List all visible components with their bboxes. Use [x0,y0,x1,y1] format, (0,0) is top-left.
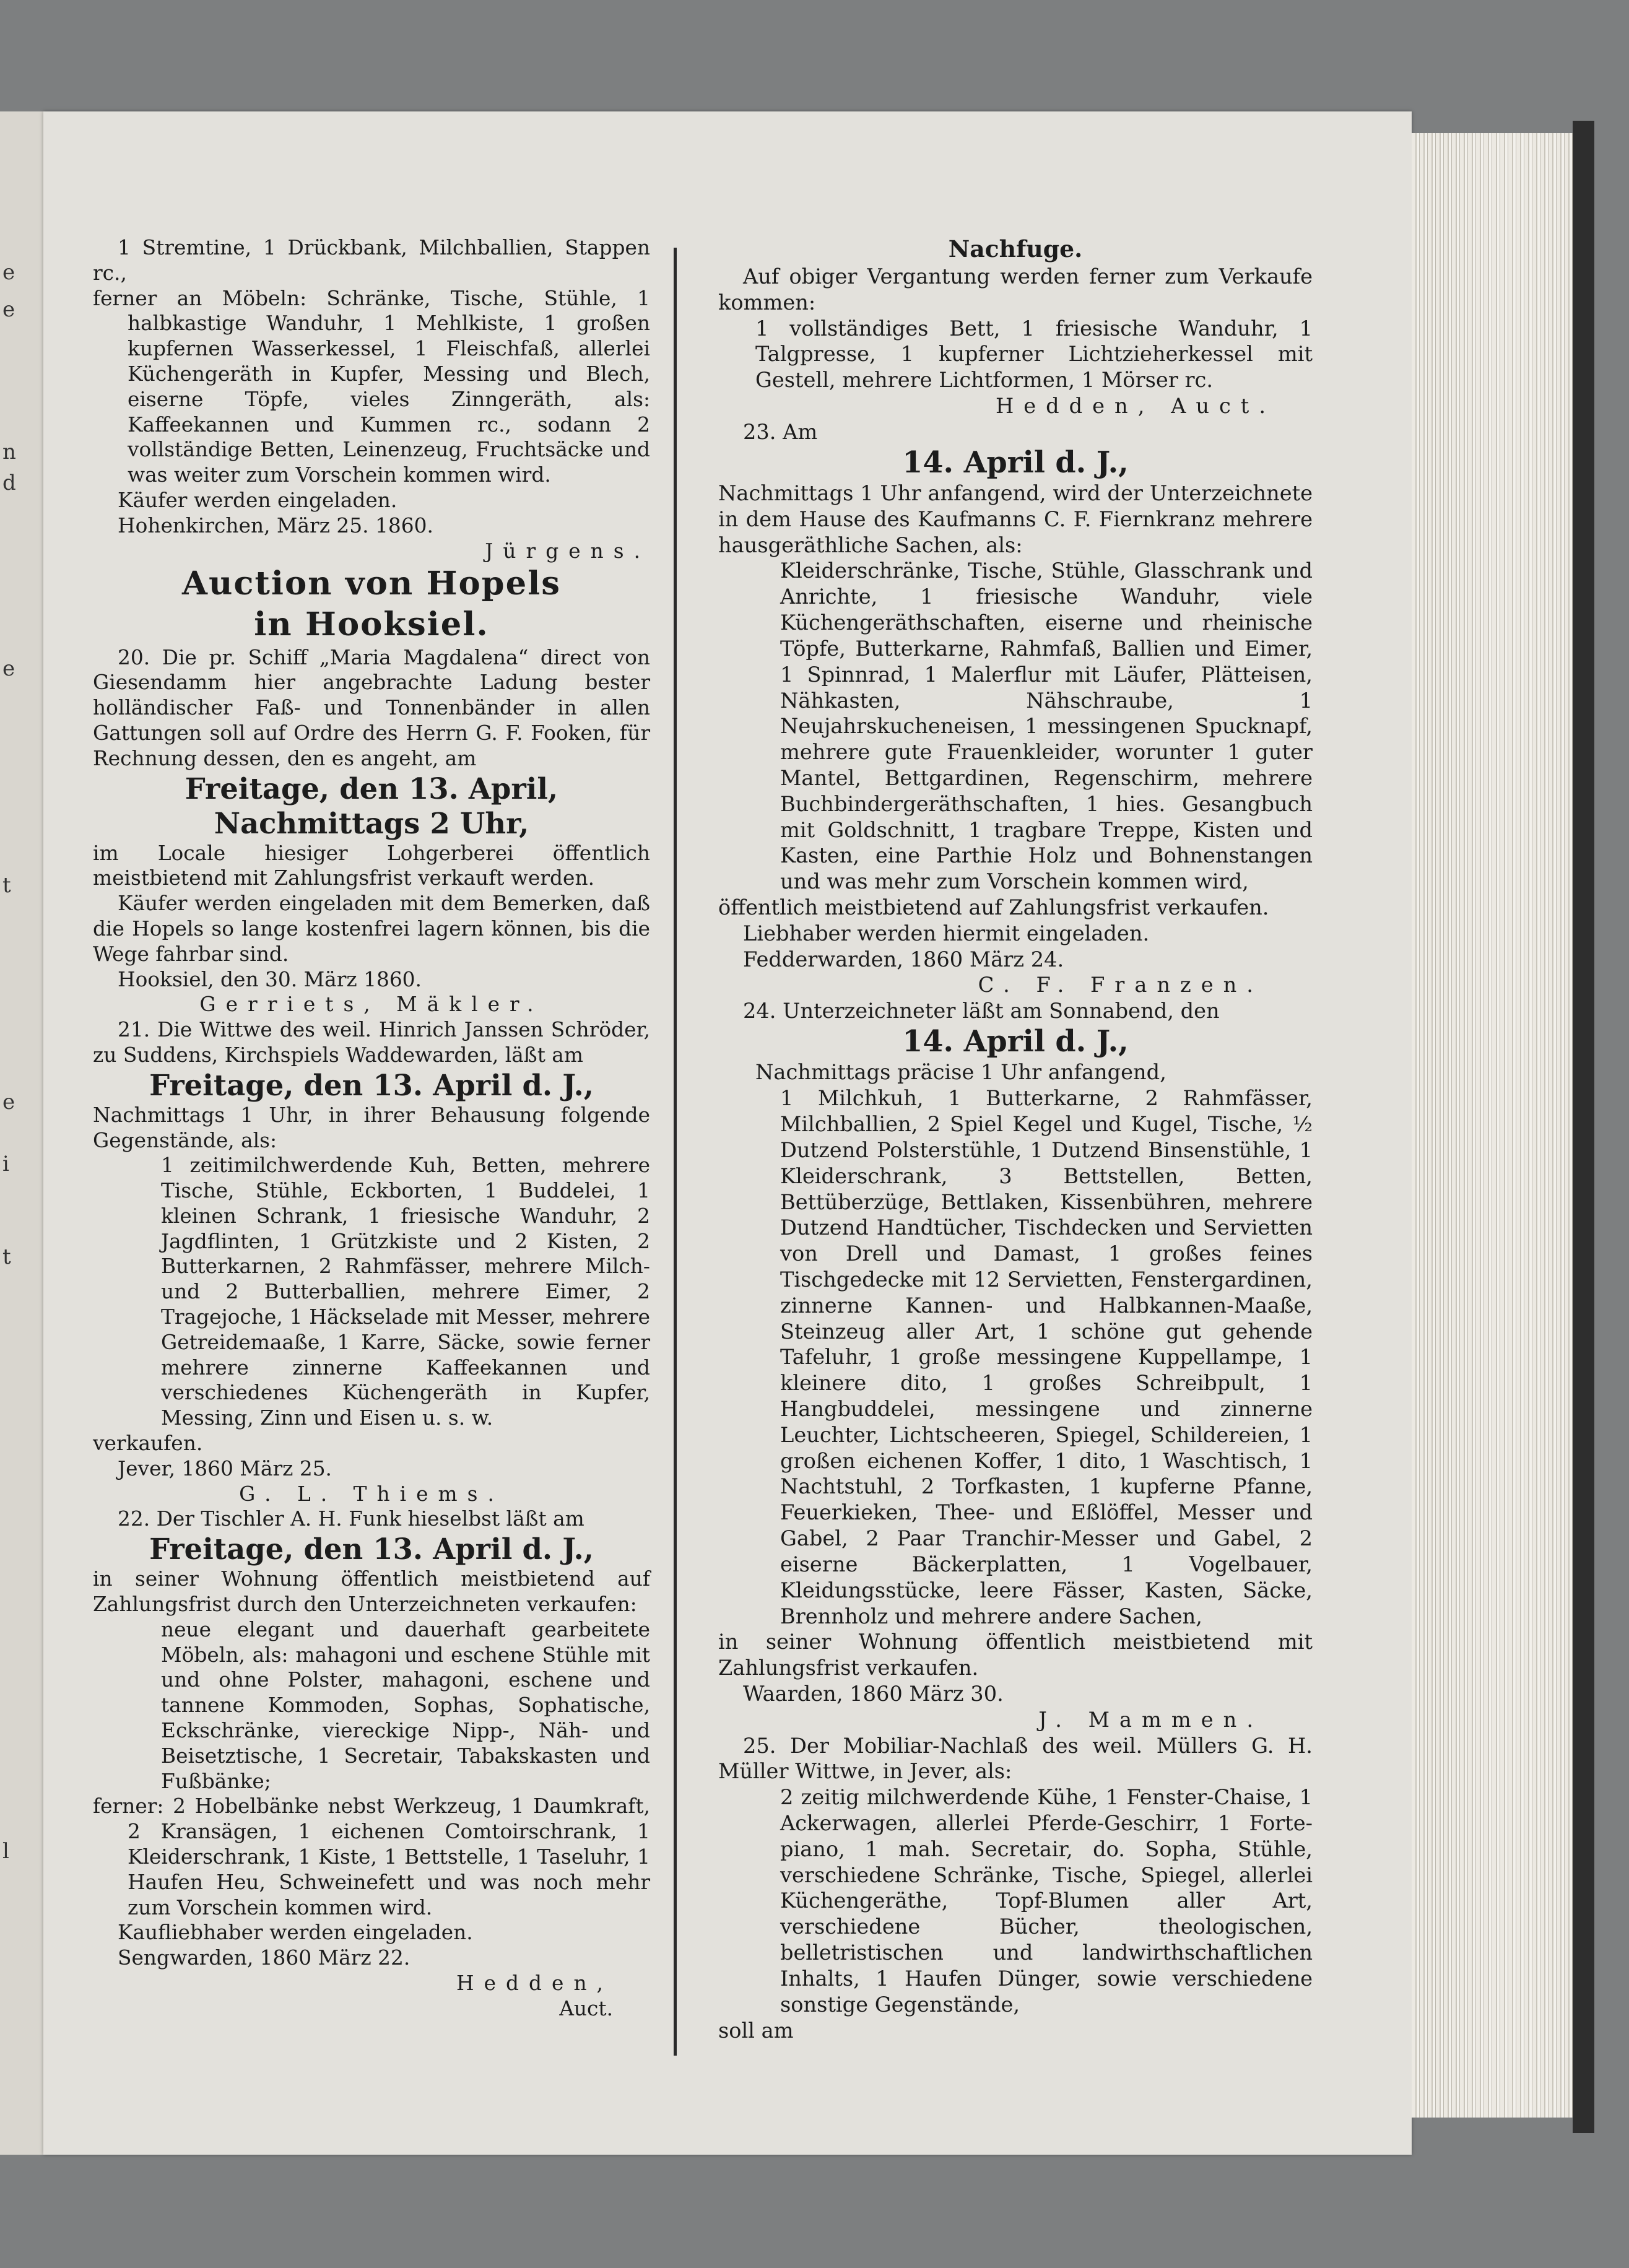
notice-text: öffentlich meistbietend auf Zahlungsfrist verkaufen. [718,895,1269,920]
auction-time-heading: Nachmittags 2 Uhr, [214,806,529,840]
signature: Gerriets, Mäkler. [199,993,544,1017]
notice-text: soll am [718,2018,794,2043]
notice-text: 23. Am [743,419,818,444]
auction-date-heading: Freitage, den 13. April d. J., [149,1532,594,1566]
notice-text: verkaufen. [93,1432,203,1456]
signature: C. F. Franzen. [978,973,1263,997]
ad-headline: in Hooksiel. [254,604,489,643]
notice-text: 22. Der Tischler A. H. Funk hieselbst läßt am [118,1507,584,1531]
listing-text: 2 zeitig milchwerdende Kühe, 1 Fenster-Chaise, 1 Ackerwagen, allerlei Pferde-Geschirr, 1 Forte-piano, 1 mah. Secretair, do. Sopha, Stühle, verschiedene Schränke, Tische, Spiegel, allerlei Küchengeräthe, Topf-Blumen aller Art, verschiedene Bücher, theologischen, belletristischen und landwirthschaftlichen Inhalts, 1 Haufen Dünger, sowie verschiedene sonstige Gegenstände, [780,1785,1313,2017]
invitation-text: Käufer werden eingeladen. [118,488,397,512]
edge-letter: n [2,440,16,464]
place-date: Sengwarden, 1860 März 22. [118,1946,411,1970]
notice-text: Nachmittags präcise 1 Uhr anfangend, [755,1060,1166,1085]
left-column [93,235,650,2022]
edge-letter: l [2,1839,9,1864]
page-block-edge [1412,133,1578,2118]
notice-text: Auf obiger Vergantung werden ferner zum Verkaufe kommen: [718,264,1313,315]
edge-letter: t [2,873,11,898]
signature: Jürgens. [485,539,650,563]
invitation-text: Kaufliebhaber werden eingeladen. [118,1921,473,1945]
signature: J. Mammen. [1038,1707,1263,1732]
notice-text: in seiner Wohnung öffentlich meistbietend auf Zahlungsfrist durch den Unterzeichneten verkaufen: [93,1567,650,1617]
edge-letter: e [2,656,15,681]
ad-headline: Auction von Hopels [182,564,561,603]
place-date: Waarden, 1860 März 30. [743,1681,1004,1706]
signature: Hedden, [456,1971,613,1995]
listing-text: 1 zeitimilchwerdende Kuh, Betten, mehrere Tische, Stühle, Eckborten, 1 Buddelei, 1 kleinen Schrank, 1 friesische Wanduhr, 2 Jagdflinten, 1 Grützkiste und 2 Kisten, 2 Butterkarnen, 2 Rahmfässer, mehrere Milch- und 2 Butterballien, mehrere Eimer, 2 Tragejoche, 1 Häckselade mit Messer, mehrere Getreidemaaße, 1 Karre, Säcke, sowie ferner mehrere zinnerne Kaffeekannen und verschiedenes Küchengeräth in Kupfer, Messing, Zinn und Eisen u. s. w. [161,1154,650,1430]
signature-title: Auct. [559,1996,613,2020]
listing-text: neue elegant und dauerhaft gearbeitete Möbeln, als: mahagoni und eschene Stühle mit und ohne Polster, mahagoni, eschene und tannene Kommoden, Sophas, Sophatische, Eckschränke, viereckige Nipp-, Näh- und Beisetztische, 1 Secretair, Tabakskasten und Fußbänke; [161,1617,650,1793]
listing-text: 1 vollständiges Bett, 1 friesische Wanduhr, 1 Talgpresse, 1 kupferner Lichtzieherkessel mit Gestell, mehrere Lichtformen, 1 Mörser rc. [755,316,1313,393]
section-heading: Nachfuge. [948,235,1083,263]
notice-text: im Locale hiesiger Lohgerberei öffentlich meistbietend mit Zahlungsfrist verkauft werden. [93,841,650,890]
listing-text: Kleiderschränke, Tische, Stühle, Glasschrank und Anrichte, 1 friesische Wanduhr, viele Küchengeräthschaften, eiserne und rheinische Töpfe, Butterkarne, Rahmfaß, Ballien und Eimer, 1 Spinnrad, 1 Malerflur mit Läufer, Plätteisen, Nähkasten, Nähschraube, 1 Neujahrskucheneisen, 1 messingenen Spucknapf, mehrere gute Frauenkleider, worunter 1 guter Mantel, Bettgardinen, Regenschirm, mehrere Buchbindergeräthschaften, 1 hies. Gesangbuch mit Goldschnitt, 1 tragbare Treppe, Kisten und Kasten, eine Parthie Holz und Bohnenstangen und was mehr zum Vorschein kommen wird, [780,558,1313,894]
edge-letter: t [2,1245,11,1269]
edge-letter: i [2,1152,9,1176]
invitation-text: Liebhaber werden hiermit eingeladen. [743,921,1150,945]
notice-text: 25. Der Mobiliar-Nachlaß des weil. Müllers G. H. Müller Wittwe, in Jever, als: [718,1733,1313,1784]
notice-text: Nachmittags 1 Uhr, in ihrer Behausung folgende Gegenstände, als: [93,1103,650,1152]
edge-letter: d [2,471,16,495]
auction-date-heading: 14. April d. J., [902,445,1129,480]
right-column [718,235,1313,2043]
book-spine [1573,121,1594,2133]
listing-text: ferner an Möbeln: Schränke, Tische, Stühle, 1 halbkastige Wanduhr, 1 Mehlkiste, 1 großen kupfernen Wasserkessel, 1 Fleischfaß, allerlei Küchengeräth in Kupfer, Messing und Blech, eiserne Töpfe, vieles Zinngeräth, als: Kaffeekannen und Kummen rc., sodann 2 vollständige Betten, Leinenzeug, Fruchtsäcke und was weiter zum Vorschein kommen wird. [93,286,650,487]
signature: Hedden, Auct. [995,393,1275,418]
previous-page-edge [0,111,45,2155]
auction-date-heading: Freitage, den 13. April d. J., [149,1067,594,1102]
edge-letter: e [2,1090,15,1114]
column-divider [674,248,677,2056]
auction-date-heading: 14. April d. J., [902,1024,1129,1059]
notice-text: 20. Die pr. Schiff „Maria Magdalena“ direct von Giesendamm hier angebrachte Ladung bester holländischer Faß- und Tonnenbänder in allen Gattungen soll auf Ordre des Herrn G. F. Fooken, für Rechnung dessen, den es angeht, am [93,645,650,770]
listing-text: 1 Milchkuh, 1 Butterkarne, 2 Rahmfässer, Milchballien, 2 Spiel Kegel und Kugel, Tische, ½ Dutzend Polsterstühle, 1 Dutzend Binsenstühle, 1 Kleiderschrank, 3 Bettstellen, Betten, Bettüberzüge, Bettlaken, Kissenbühren, mehrere Dutzend Handtücher, Tischdecken und Servietten von Drell und Damast, 1 großes feines Tischgedecke mit 12 Servietten, Fenstergardinen, zinnerne Kannen- und Halbkannen-Maaße, Steinzeug aller Art, 1 schöne gut gehende Tafeluhr, 1 große messingene Kuppellampe, 1 kleinere dito, 1 großes Schreibpult, 1 Hangbuddelei, messingene und zinnerne Leuchter, Lichtscheeren, Spiegel, Schildereien, 1 großen eichenen Koffer, 1 dito, 1 Waschtisch, 1 Nachtstuhl, 2 Torfkasten, 1 kupferne Pfanne, Feuerkieken, Thee- und Eßlöffel, Messer und Gabel, 2 Paar Tranchir-Messer und Gabel, 2 eiserne Bäckerplatten, 1 Vogelbauer, Kleidungsstücke, leere Fässer, Kasten, Säcke, Brennholz und mehrere andere Sachen, [780,1086,1313,1628]
listing-text: 1 Stremtine, 1 Drückbank, Milchballien, Stappen rc., [93,236,650,285]
edge-letter: e [2,297,15,322]
notice-text: Käufer werden eingeladen mit dem Bemerken, daß die Hopels so lange kostenfrei lagern können, bis die Wege fahrbar sind. [93,892,650,966]
place-date: Jever, 1860 März 25. [118,1456,332,1480]
notice-text: in seiner Wohnung öffentlich meistbietend mit Zahlungsfrist verkaufen. [718,1630,1313,1680]
signature: G. L. Thiems. [239,1482,504,1506]
notice-text: 24. Unterzeichneter läßt am Sonnabend, den [743,999,1220,1023]
place-date: Hooksiel, den 30. März 1860. [118,967,422,991]
listing-text: ferner: 2 Hobelbänke nebst Werkzeug, 1 Daumkraft, 2 Kransägen, 1 eichenen Comtoirschrank, 1 Kleiderschrank, 1 Kiste, 1 Bettstelle, 1 Taseluhr, 1 Haufen Heu, Schweinefett und was noch mehr zum Vorschein kommen wird. [93,1794,650,1919]
notice-text: 21. Die Wittwe des weil. Hinrich Janssen Schröder, zu Suddens, Kirchspiels Waddewarden, läßt am [93,1018,650,1067]
auction-date-heading: Freitage, den 13. April, [185,771,558,806]
place-date: Fedderwarden, 1860 März 24. [743,947,1064,971]
place-date: Hohenkirchen, März 25. 1860. [118,513,433,537]
notice-text: Nachmittags 1 Uhr anfangend, wird der Unterzeichnete in dem Hause des Kaufmanns C. F. Fiernkranz mehrere hausgeräthliche Sachen, als: [718,481,1313,557]
edge-letter: e [2,260,15,285]
